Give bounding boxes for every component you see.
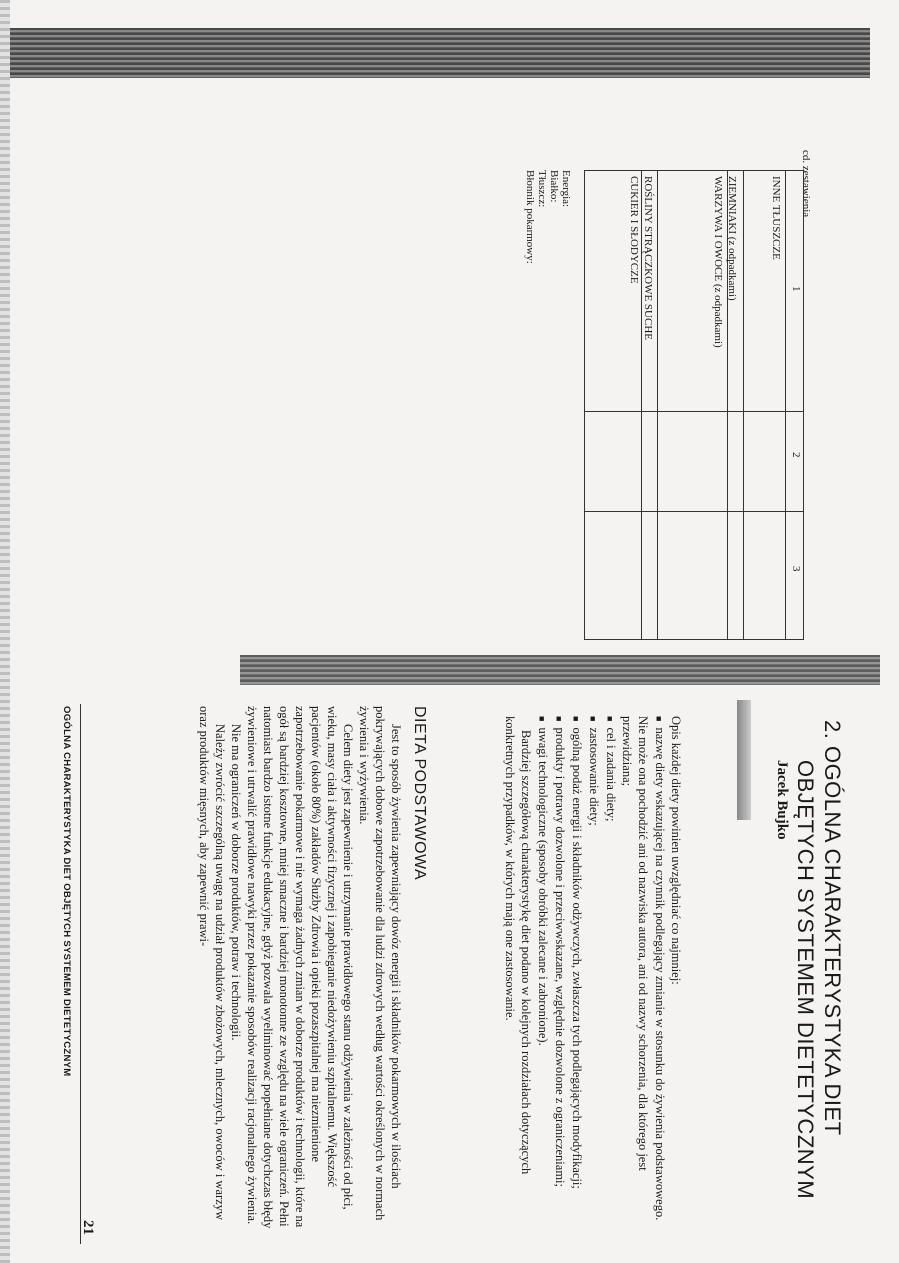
- row-divider: [785, 171, 786, 639]
- list-item: ■ produkty i potrawy dozwolone i przeciwwskazane, względnie dozwolone z ograniczeniami;: [551, 716, 568, 1236]
- table-row-label: ZIEMNIAKI (z odpadkami): [726, 176, 738, 301]
- nutrient-list: [524, 170, 572, 264]
- chapter-title-line2: OBJĘTYCH SYSTEMEM DIETETYCZNYM: [793, 760, 818, 1200]
- chapter-author: Jacek Bujko: [774, 760, 790, 840]
- section-paragraph: Jest to sposób żywienia zapewniający dowóz energii i składników pokarmowych w ilościach pokrywających dobowe zapotrzebowanie dla ludzi zdrowych według wartości określonych w normach żywienia i wyżywienia.: [357, 706, 403, 1221]
- scan-shadow-top: [10, 28, 870, 78]
- list-item: ■ nazwę diety wskazującej na czynnik podlegający zmianie w stosunku do żywienia podstawowego. Nie może ona pochodzić ani od nazwiska autora, ani od nazwy schorzenia, dla którego jest przewidziana;: [619, 716, 668, 1236]
- running-footer: OGÓLNA CHARAKTERYSTYKA DIET OBJĘTYCH SYSTEMEM DIETETYCZNYM: [61, 706, 72, 1077]
- table-row-label: CUKIER I SŁODYCZE: [628, 176, 640, 284]
- row-divider: [743, 171, 744, 639]
- chapter-title-line1: 2. OGÓLNA CHARAKTERYSTYKA DIET: [820, 720, 845, 1136]
- intro-text: Opis każdej diety powinien uwzględniać co najmniej:: [669, 716, 683, 985]
- intro-paragraph: [502, 716, 684, 1236]
- list-item: ■ zastosowanie diety;: [585, 716, 602, 1236]
- row-divider: [657, 171, 658, 639]
- nutrient-label: Tłuszcz:: [536, 170, 548, 208]
- nutrient-label: Białko:: [548, 170, 560, 203]
- section-paragraph: Należy zwrócić szczególną uwagę na udział produktów zbożowych, mlecznych, owoców i warzyw oraz produktów mięsnych, aby zapewnić prawi-: [197, 706, 227, 1220]
- table-row-label: ROŚLINY STRĄCZKOWE SUCHE: [642, 176, 654, 340]
- section-paragraph: Nie ma ograniczeń w doborze produktów, potraw i technologii.: [229, 724, 243, 1041]
- list-item: ■ ogólną podaż energii i składników odżywczych, zwłaszcza tych podlegających modyfikacji;: [568, 716, 585, 1236]
- chapter-marker-band: [737, 700, 751, 820]
- table-row-label: WARZYWA I OWOCE (z odpadkami): [712, 176, 724, 348]
- nutrient-label: Błonnik pokarmowy:: [524, 170, 536, 264]
- section-body: [196, 706, 404, 1236]
- column-divider: [585, 411, 803, 412]
- page-number: 21: [80, 1220, 96, 1235]
- footer-rule: [80, 704, 81, 1244]
- scan-shadow-middle: [240, 655, 880, 685]
- table-caption: cd. zestawienia: [800, 150, 812, 218]
- table-row-label: INNE TŁUSZCZE: [770, 176, 782, 260]
- section-title: DIETA PODSTAWOWA: [411, 706, 428, 881]
- table-column-header: 2: [790, 452, 802, 458]
- nutrient-label: Energia:: [560, 170, 572, 208]
- section-paragraph: Celem diety jest zapewnienie i utrzymanie prawidłowego stanu odżywienia w zależności od płci, wieku, masy ciała i aktywności fizycznej i zapobieganie niedożywieniu szpitalnemu. Większość pacjentów (około 80%) zakładów Służby Zdrowia i opieki pozaszpitalnej ma niezmienione zapotrzebowanie pokarmowe i nie wymaga żadnych zmian w doborze produktów i technologii, które na ogół są bardziej kosztowne, mniej smaczne i bardziej monotonne ze względu na wiele ograniczeń. Pełni natomiast bardzo istotne funkcje edukacyjne, gdyż pozwala wyeliminować popełniane dotychczas błędy żywieniowe i utrwalić prawidłowe nawyki przez pokazanie sposobów realizacji racjonalnego żywienia.: [245, 706, 355, 1229]
- after-bullets-paragraph: Bardziej szczegółową charakterystykę diet podano w kolejnych rozdziałach dotyczących konkretnych przypadków, w których mają one zastosowanie.: [503, 716, 533, 1175]
- table-column-header: 3: [790, 566, 802, 572]
- scan-edge: [0, 0, 10, 1263]
- list-item: ■ cel i zadania diety;: [602, 716, 619, 1236]
- list-item: ■ uwagi technologiczne (sposoby obróbki zalecane i zabronione).: [534, 716, 551, 1236]
- column-divider: [585, 511, 803, 512]
- table-column-header: 1: [790, 286, 802, 292]
